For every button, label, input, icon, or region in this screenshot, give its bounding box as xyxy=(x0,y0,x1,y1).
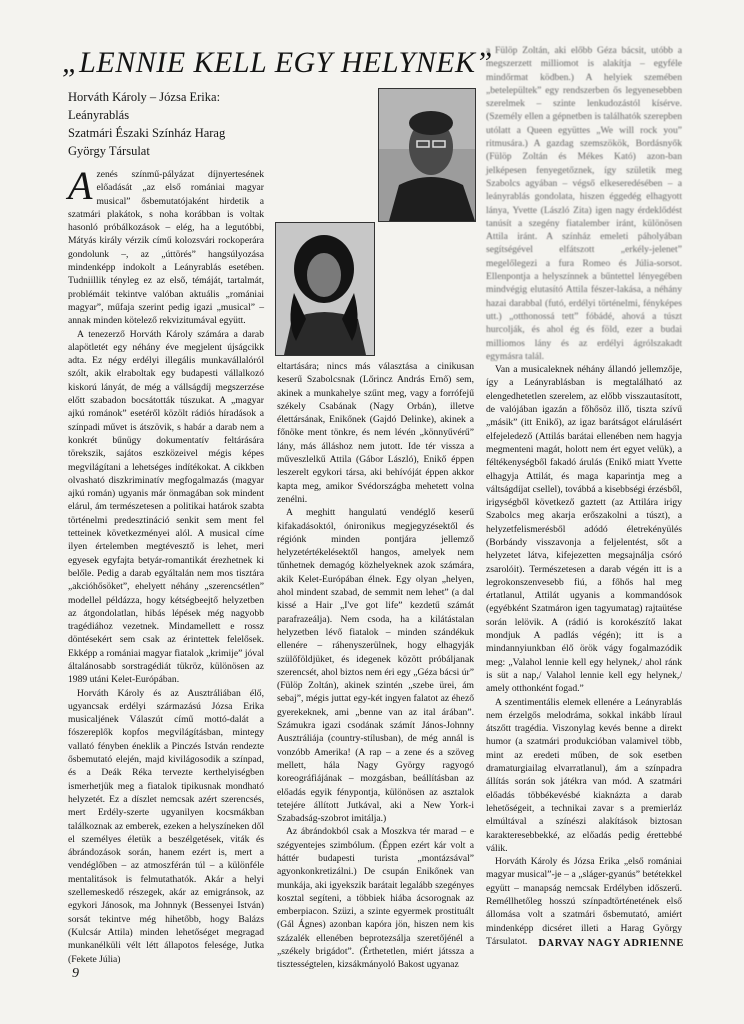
page-number: 9 xyxy=(72,966,79,981)
text-column-2 xyxy=(277,360,474,971)
portrait-woman-image xyxy=(276,223,374,355)
credit-line: Horváth Károly – Józsa Erika: xyxy=(68,90,221,104)
author-byline: DARVAY NAGY ADRIENNE xyxy=(538,938,684,949)
paragraph: Van a musicaleknek néhány állandó jellemzője, így a Leányrablásban is megtalálható az elengedhetetlen szerelem, az előbb visszautasított, de valójában igazán a főhősöz illő, tiszta szívű „másik” (itt Enikő), az igaz barátságot elárulásért elfejeledező (Attilás barátai ellenében nem hagyja megmenteni magát, holott nem ért egyet velük), a féltékenységből fakadó árulás (Enikő miatt Yvette elhagyja Attilát, és maga kaparintja meg a váltságdíjat csellel), továbbá a kisebbségi érzésből, irigységből következő gaztett (az Attilára irigy Szabolcs meg akarja erőszakolni a túszt), a helyzetfelismerésből adódó életrekényülés (Borbándy visszavonja a feljelentést, sőt a helyzetet látva, kifejezetten megsajnálja csóró zsarolóit). Természetesen a darab végén itt is a legrokonszenvesebb fiú, a főhős hal meg értatlanul, Attilát ugyanis a kommandósok (egyébként Szatmáron igen tagyumatag) rajtaütése során lelövik. A (rádió is korokészítő lakat mondjuk A padlás végén); itt is a mindannyiunkban élő örök vágy fogalmazódik meg: „Valahol lennie kell egy helynek,/ ahol ránk is süt a nap,/ Valahol lennie kell egy helynek,/ amely otthonként fogad.” xyxy=(486,364,682,695)
paragraph: eltartására; nincs más választása a cinikusan keserű Szabolcsnak (Lőrincz András Ernő) sem, akinek a munkahelye szűnt meg, vagy a forrófejű székely Csabának (Nagy Orbán), illetve élettársának, Enikőnek (Gajdó Delinke), akinek a főnöke ment tönkre, és nem lévén „könnyűvérű” lány, más álláshoz nem jutott. Ide tér vissza a műveszlelkű Attila (Gábor László), Enikő éppen leszerelt egykori társa, aki behívóját éppen akkor kapta meg, amikor Svédországba mehetett volna zenélni. xyxy=(277,361,474,505)
paragraph: A meghitt hangulatú vendéglő keserű kifakadásoktól, ónironikus megjegyzésektől és régiónk minden pontjára jellemző helyzetértékelésektől hangos, amelyek nem tűnhetnek demagóg közhelyeknek azok számára, akik Kelet-Európában élnek. Egy olyan „helyen, ahol mindent szabad, de semmit nem lehet” (a dal kissé a Hair „I've got life” kezdetű számát parafrazeálja). Nem csoda, ha a kilátástalan helyzetben lévő fiatalok – minden szándékuk ellenére – ráhenyszerülnek, hogy elhagyják szülőföldjüket, és idegenek között próbáljanak szerencsét, ahol biztos nem éri egy „Géza bácsi úr” (Fülöp Zoltán), akinek szintén „szebe ürei, ám sebaj”, mégis juttat egy-két ingyen falatot az éhező gyerekeknek, ami „benne van az ital árában”. Számukra igazi csodának számít János-Johnny Ausztráliája (country-stílusban), de még annál is vonzóbb Amerika! (A rap – a zene és a szöveg mellett, hála Nagy György ragyogó koreográfiájának – mozgásban, beállításban az előadás egyik fénypontja, különösen az asztalok tetejére állított Jutkával, aki a New York-i Szabadság-szobrot imitálja.) xyxy=(277,507,474,825)
article-credits xyxy=(68,88,288,160)
credit-line: Szatmári Északi Színház Harag xyxy=(68,126,226,140)
photo-man-with-glasses xyxy=(378,88,476,222)
paragraph: a Fülöp Zoltán, aki előbb Géza bácsit, utóbb a megszerzett milliomot is alakítja – egyféle mindőrmat ködben.) A helyiek szemében „betelepültek” egy rendszerben ős legyenesebben szerelmek – szinte lenkudozástól kísérve. (Személy ellen a gépnetben is találhatók szerepben utólatt a Queen együttes „We will rock you” ritmusára.) A gazdag szemszökök, Bordásnyők (Fülöp Zoltán és Mékes Kató) azon-ban jelképesen fenyegetőznek, így születik meg Szabolcs agyában – végső elkeseredésében – a leányrablás gondolata, hiszen éggedég elhagyott lánya, Yvette (László Zita) igen nagy érdeklődést tanúsít a szegény fiatalember iránt, különösen Attila iránt. A színház emeleti páholyában segítségével elfátszott „erkély-jelenet” megelőlegezi a fura Romeo és Júlia-sorsot. Ellenpontja a helyszínnek a bűntettel lényegében mindvégig elutasító Attila fészer-lakása, a néhány hazai darabbal (futó, erdélyi történelmi, fényképes utt.) „otthonossá tett” fóbádé, ahová a túszt hurcolják, és ahol ég és föld, ezer a budai milliomos lány és az erdélyi ágrólszakadt egymásra talál. xyxy=(486,45,682,362)
faded-text-block xyxy=(486,44,682,363)
paragraph: A tenezerző Horváth Károly számára a darab alapötletét egy néhány éve megjelent újságcikk adta. Ez négy erdélyi illegális munkavállalóról szólt, akik elraboltak egy budapesti vállalkozó kiskorú lányát, de még a vállságdíj megszerzése előtt szabadon bocsátották túszukat. A „magyar ajkú románok” esetéről közölt rádiós híradások a színpadi művet is átszövik, s habár a darab nem a konkrét bűnügy dokumentatív feltárására törekszik, sajátos eszközeivel mégis képes megvilágítani a lehetséges indítékokat. A cikkben olvasható diszkriminatív megfogalmazás (magyar ajkú román) ugyanis már önmagában sok mindent elárul, ám természetesen a politikai határok szabta történelmi predesztináció senkit sem ment fel tetteinek következményei alól. A musical címe ilyen értelemben megtévesztő is lehet, meri egyesek egyfajta betyár-romantikát érezhetnek ki belőle. Pedig a darab egyáltalán nem mos tisztára „akcióhősöket”, ehelyett néhány „szerencsétlen” modellel példázza, hogy kétségbeejtő helyzetben az átgondolatlan, hibás lépések még nagyobb tragédiához vezetnek. Mindamellett e rossz döntésekért sem csak az érintettek felelősek. Ekképp a romániai magyar fiatalok „krimije” jóval általánosabb sorstragédiát tükröz, különösen az 1989 utáni Kelet-Európában. xyxy=(68,328,264,686)
drop-cap: A xyxy=(68,163,93,208)
article-title: „LENNIE KELL EGY HELYNEK” xyxy=(62,46,493,79)
paragraph-text: zenés színmű-pályázat díjnyertesének előadását „az első romániai magyar musical” ősbemutatójaként hirdetik a szatmári plakátok, s noha korábban is voltak hasonló próbálkozások – elég, ha a legutóbbi, Mátyás király vérzik című kolozsvári rockoperára gondolunk –, az „úttörés” hangsúlyozása mindenképp indokolt a Leányrablás esetében. Tudniillik tényleg ez az első, témáját, tartalmát, problémáit tekintve valóban aktuális „romániai magyar”, műfaja szerint pedig igazi „musical” – annak minden kötelező rekvizitumával együtt. xyxy=(68,169,264,327)
photo-woman xyxy=(275,222,375,356)
text-column-1 xyxy=(68,163,264,965)
credit-line: György Társulat xyxy=(68,144,150,158)
paragraph: Az ábrándokból csak a Moszkva tér marad – e szégyentejes szimbólum. (Éppen ezért kár volt a háttér budapesti turista „montázsával” agyonkonkretizálni.) De csupán Enikőnek van munkája, aki igyekszik barátait legalább szegényes kosztal segíteni, a többiek hiába ácsorognak az emberpiacon. Szüzi, a szinte egyermek prostituált (Gál Ágnes) azonban kapóra jön, hiszen nem kis százalék ellenében beprotezsálja szeretőjénél a „székely brigádot”. (Érthetetlen, miért játssza a tisztességtelen, kizsákmányoló Bakost ugyanaz xyxy=(277,826,474,971)
credit-line: Leányrablás xyxy=(68,108,130,122)
portrait-man-image xyxy=(379,89,475,221)
paragraph: Horváth Károly és Józsa Erika „első romániai magyar musical”-je – a „sláger-gyanús” betétekkel együtt – manapság nemcsak Erdélyben időszerű. Reméllhetőleg hosszú színpadtörténetének első állomása volt a szatmári ősbemutató, amiért mindenképp dicséret illeti a Harag György Társulatot. xyxy=(486,856,682,947)
paragraph: A szentimentális elemek ellenére a Leányrablás nem érzelgős melodráma, sokkal inkább líraul átszőtt tragédia. Viszonylag kevés benne a direkt humor (a szatmári produkcióban valamivel több, mint az eredeti műben, de sok esetben dramaturgiailag elvarratlanul), ám a színpadra állítás során sok játékra van mód. A szatmári előadás többékevésbé kiaknázta a darab lehetőségeit, a technikai zavar s a premierláz elmúltával a színészi alakítások biztosan karakteresebbekké, az előadás pedig érettebbé válik. xyxy=(486,696,682,854)
paragraph xyxy=(68,163,264,328)
paragraph: Horváth Károly és az Ausztráliában élő, ugyancsak erdélyi származású Józsa Erika musicaljének Válaszút című mottó-dalát a fószereplők kopfos megvilágításban, mintegy vallató fényben éneklik a Pinczés István rendezte ősbemutató elején, majd kivilágosodik a színpad, és a Deák Réka tervezte kerthelyiségben ismerhetjük meg a fiatalok tipikusnak mondható helyzetét. Ez a díszlet nemcsak azért szerencsés, mert Erdély-szerte ugyanilyen kocsmákban találkoznak az emberek, ezeken a helyszíneken dől el személyes életük a beszélgetések, viták és ábrándozások során, hanem ezért is, mert a vendéglőben – az atmoszférán túl – a különféle mentalitások is felmutathatók. Akár a helyi szellemeskedő részegek, akár az emigránsok, az egykori Jánosok, ma Johnnyk (Bessenyei István) sorsát tekintve még hihetőbb, hogy Balázs (Kulcsár Attila) minden lehetőséget megragad munkanélküli vélt létt állapotos felesége, Jutka (Fekete Júlia) xyxy=(68,687,264,965)
